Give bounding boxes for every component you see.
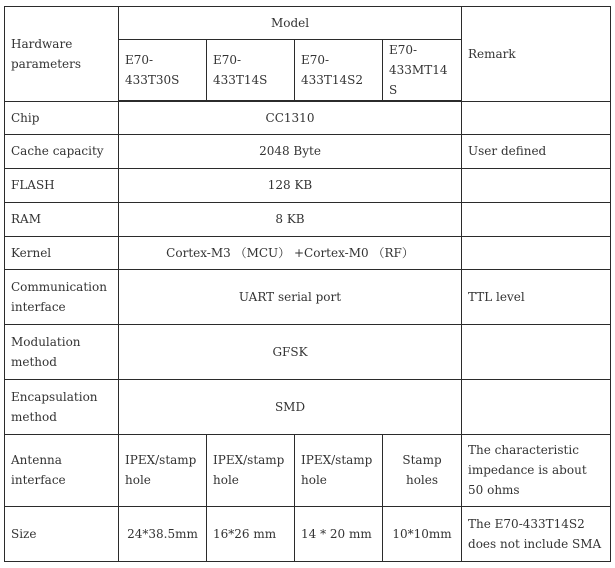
row-encapsulation-method	[5, 379, 611, 434]
row-kernel	[5, 236, 611, 269]
row-remark	[462, 324, 611, 379]
row-remark: The characteristic impedance is about 50 ohms	[462, 434, 611, 506]
row-value: 8 KB	[119, 202, 462, 236]
model-header-3: E70-433T14S2	[295, 40, 383, 102]
row-modulation-method	[5, 324, 611, 379]
row-value: 2048 Byte	[119, 134, 462, 168]
row-remark: The E70-433T14S2 does not include SMA	[462, 506, 611, 561]
spec-table-container	[4, 6, 611, 562]
row-remark: TTL level	[462, 269, 611, 324]
row-antenna-interface	[5, 434, 611, 506]
row-value: SMD	[119, 379, 462, 434]
row-value-model-1: 24*38.5mm	[119, 506, 207, 561]
row-value: CC1310	[119, 101, 462, 134]
row-label: Antenna interface	[5, 434, 119, 506]
row-communication-interface	[5, 269, 611, 324]
row-remark: User defined	[462, 134, 611, 168]
header-row-top	[5, 7, 611, 40]
hardware-parameters-header: Hardware parameters	[5, 7, 119, 102]
row-size	[5, 506, 611, 561]
row-value-model-4: 10*10mm	[383, 506, 462, 561]
row-cache-capacity	[5, 134, 611, 168]
model-header-4: E70-433MT14S	[383, 40, 462, 102]
row-label: Size	[5, 506, 119, 561]
row-flash	[5, 168, 611, 202]
row-label: Modulation method	[5, 324, 119, 379]
row-value-model-2: IPEX/stamp hole	[207, 434, 295, 506]
row-chip	[5, 101, 611, 134]
row-remark	[462, 379, 611, 434]
row-value: GFSK	[119, 324, 462, 379]
row-value: 128 KB	[119, 168, 462, 202]
row-label: Chip	[5, 101, 119, 134]
hardware-spec-table	[4, 6, 611, 562]
row-value: Cortex-M3 （MCU） +Cortex-M0 （RF）	[119, 236, 462, 269]
row-value-model-4: Stamp holes	[383, 434, 462, 506]
remark-header: Remark	[462, 7, 611, 102]
row-remark	[462, 101, 611, 134]
row-label: RAM	[5, 202, 119, 236]
row-label: Kernel	[5, 236, 119, 269]
row-remark	[462, 168, 611, 202]
model-header: Model	[119, 7, 462, 40]
row-ram	[5, 202, 611, 236]
row-label: FLASH	[5, 168, 119, 202]
row-label: Cache capacity	[5, 134, 119, 168]
row-value-model-3: IPEX/stamp hole	[295, 434, 383, 506]
row-value-model-1: IPEX/stamp hole	[119, 434, 207, 506]
row-value-model-2: 16*26 mm	[207, 506, 295, 561]
row-remark	[462, 236, 611, 269]
row-value: UART serial port	[119, 269, 462, 324]
row-value-model-3: 14 * 20 mm	[295, 506, 383, 561]
model-header-1: E70-433T30S	[119, 40, 207, 102]
row-label: Encapsulation method	[5, 379, 119, 434]
row-label: Communication interface	[5, 269, 119, 324]
model-header-2: E70-433T14S	[207, 40, 295, 102]
row-remark	[462, 202, 611, 236]
